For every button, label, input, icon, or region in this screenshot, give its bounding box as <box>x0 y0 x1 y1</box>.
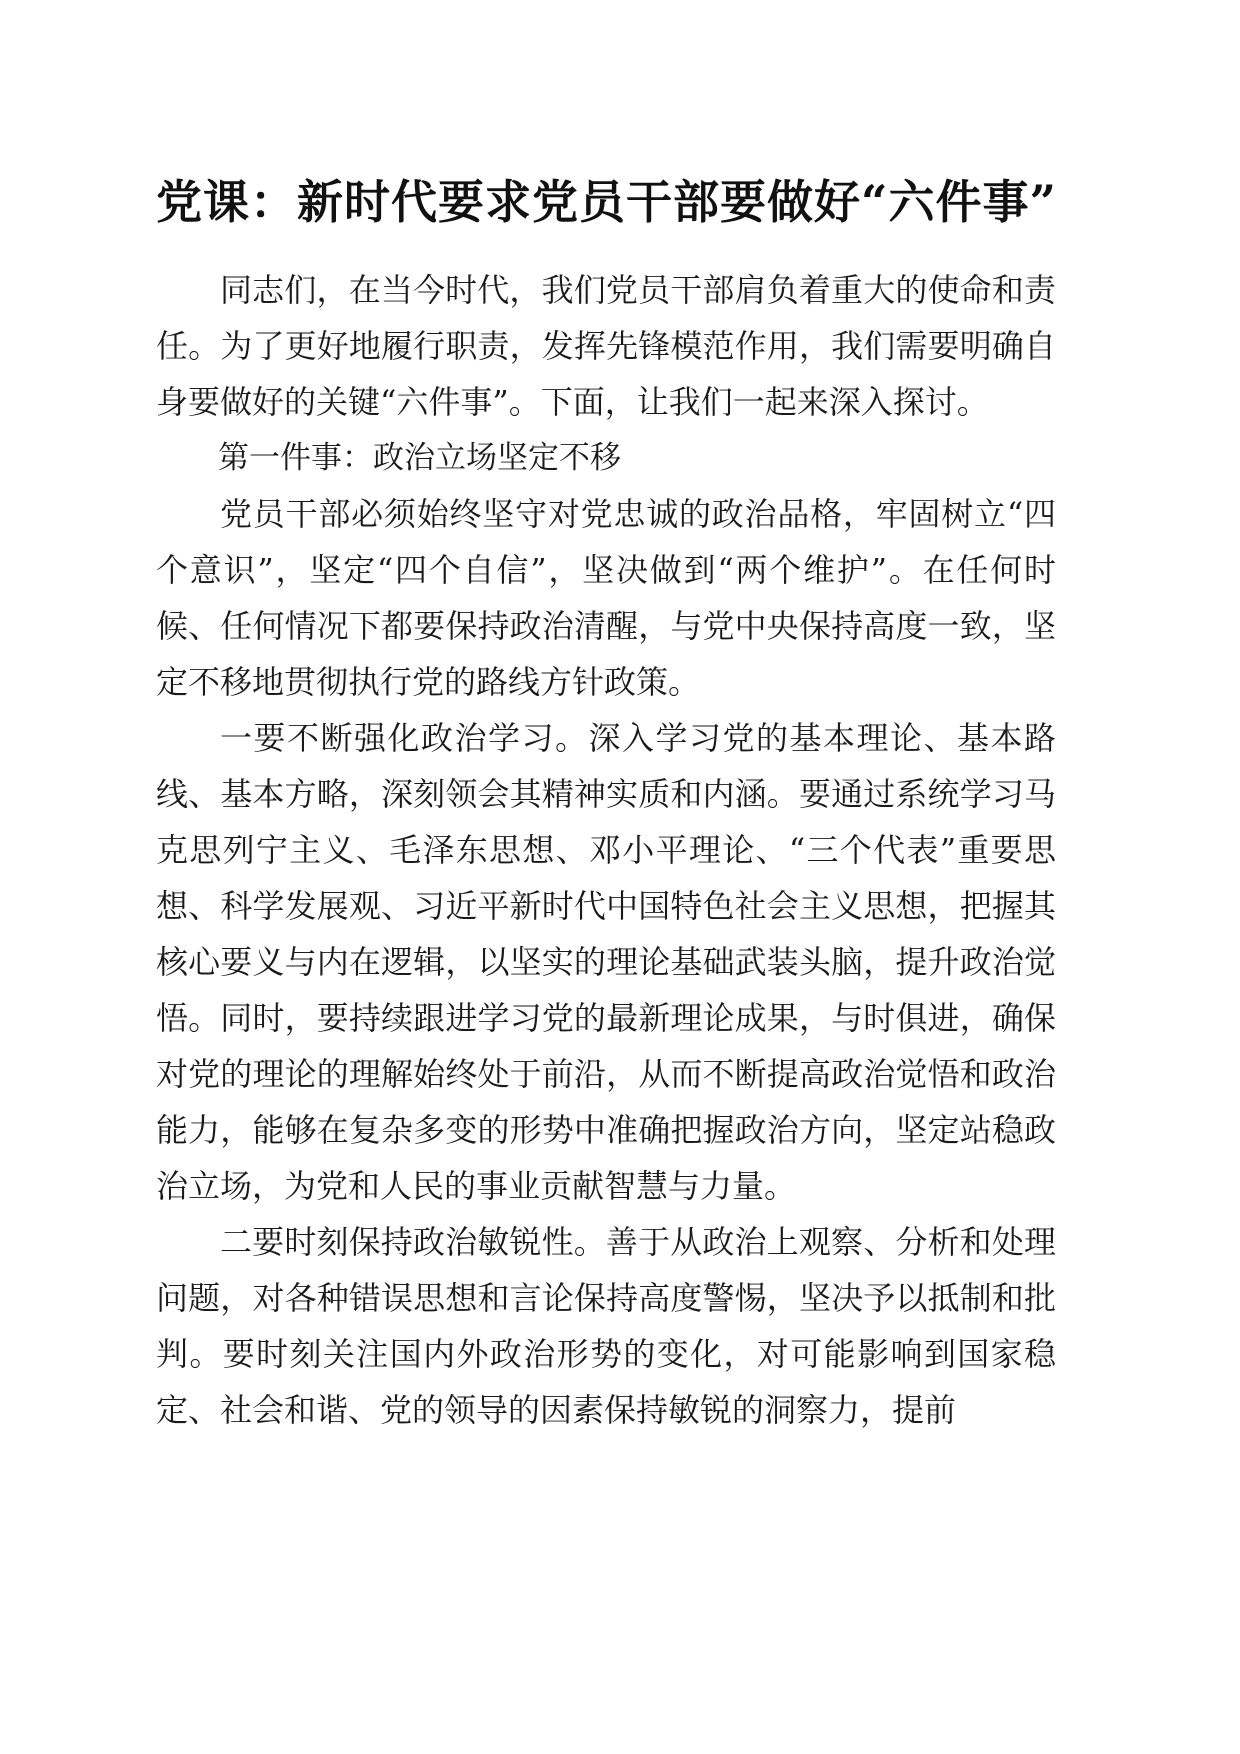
section-heading: 第一件事：政治立场坚定不移 <box>218 440 621 476</box>
body-paragraph: 二要时刻保持政治敏锐性。善于从政治上观察、分析和处理问题，对各种错误思想和言论保持高度警惕，坚决予以抵制和批判。要时刻关注国内外政治形势的变化，对可能影响到国家稳定、社会和谐、党的领导的因素保持敏锐的洞察力，提前 <box>156 1223 1056 1429</box>
body-paragraph: 党员干部必须始终坚守对党忠诚的政治品格，牢固树立“四个意识”，坚定“四个自信”，坚决做到“两个维护”。在任何时候、任何情况下都要保持政治清醒，与党中央保持高度一致，坚定不移地贯彻执行党的路线方针政策。 <box>156 495 1056 701</box>
intro-paragraph: 同志们，在当今时代，我们党员干部肩负着重大的使命和责任。为了更好地履行职责，发挥先锋模范作用，我们需要明确自身要做好的关键“六件事”。下面，让我们一起来深入探讨。 <box>156 271 1056 421</box>
document-title: 党课：新时代要求党员干部要做好“六件事” <box>156 175 1057 229</box>
body-paragraph: 一要不断强化政治学习。深入学习党的基本理论、基本路线、基本方略，深刻领会其精神实质和内涵。要通过系统学习马克思列宁主义、毛泽东思想、邓小平理论、“三个代表”重要思想、科学发展观、习近平新时代中国特色社会主义思想，把握其核心要义与内在逻辑，以坚实的理论基础武装头脑，提升政治觉悟。同时，要持续跟进学习党的最新理论成果，与时俱进，确保对党的理论的理解始终处于前沿，从而不断提高政治觉悟和政治能力，能够在复杂多变的形势中准确把握政治方向，坚定站稳政治立场，为党和人民的事业贡献智慧与力量。 <box>156 719 1056 1205</box>
document-body <box>156 170 1056 1438</box>
